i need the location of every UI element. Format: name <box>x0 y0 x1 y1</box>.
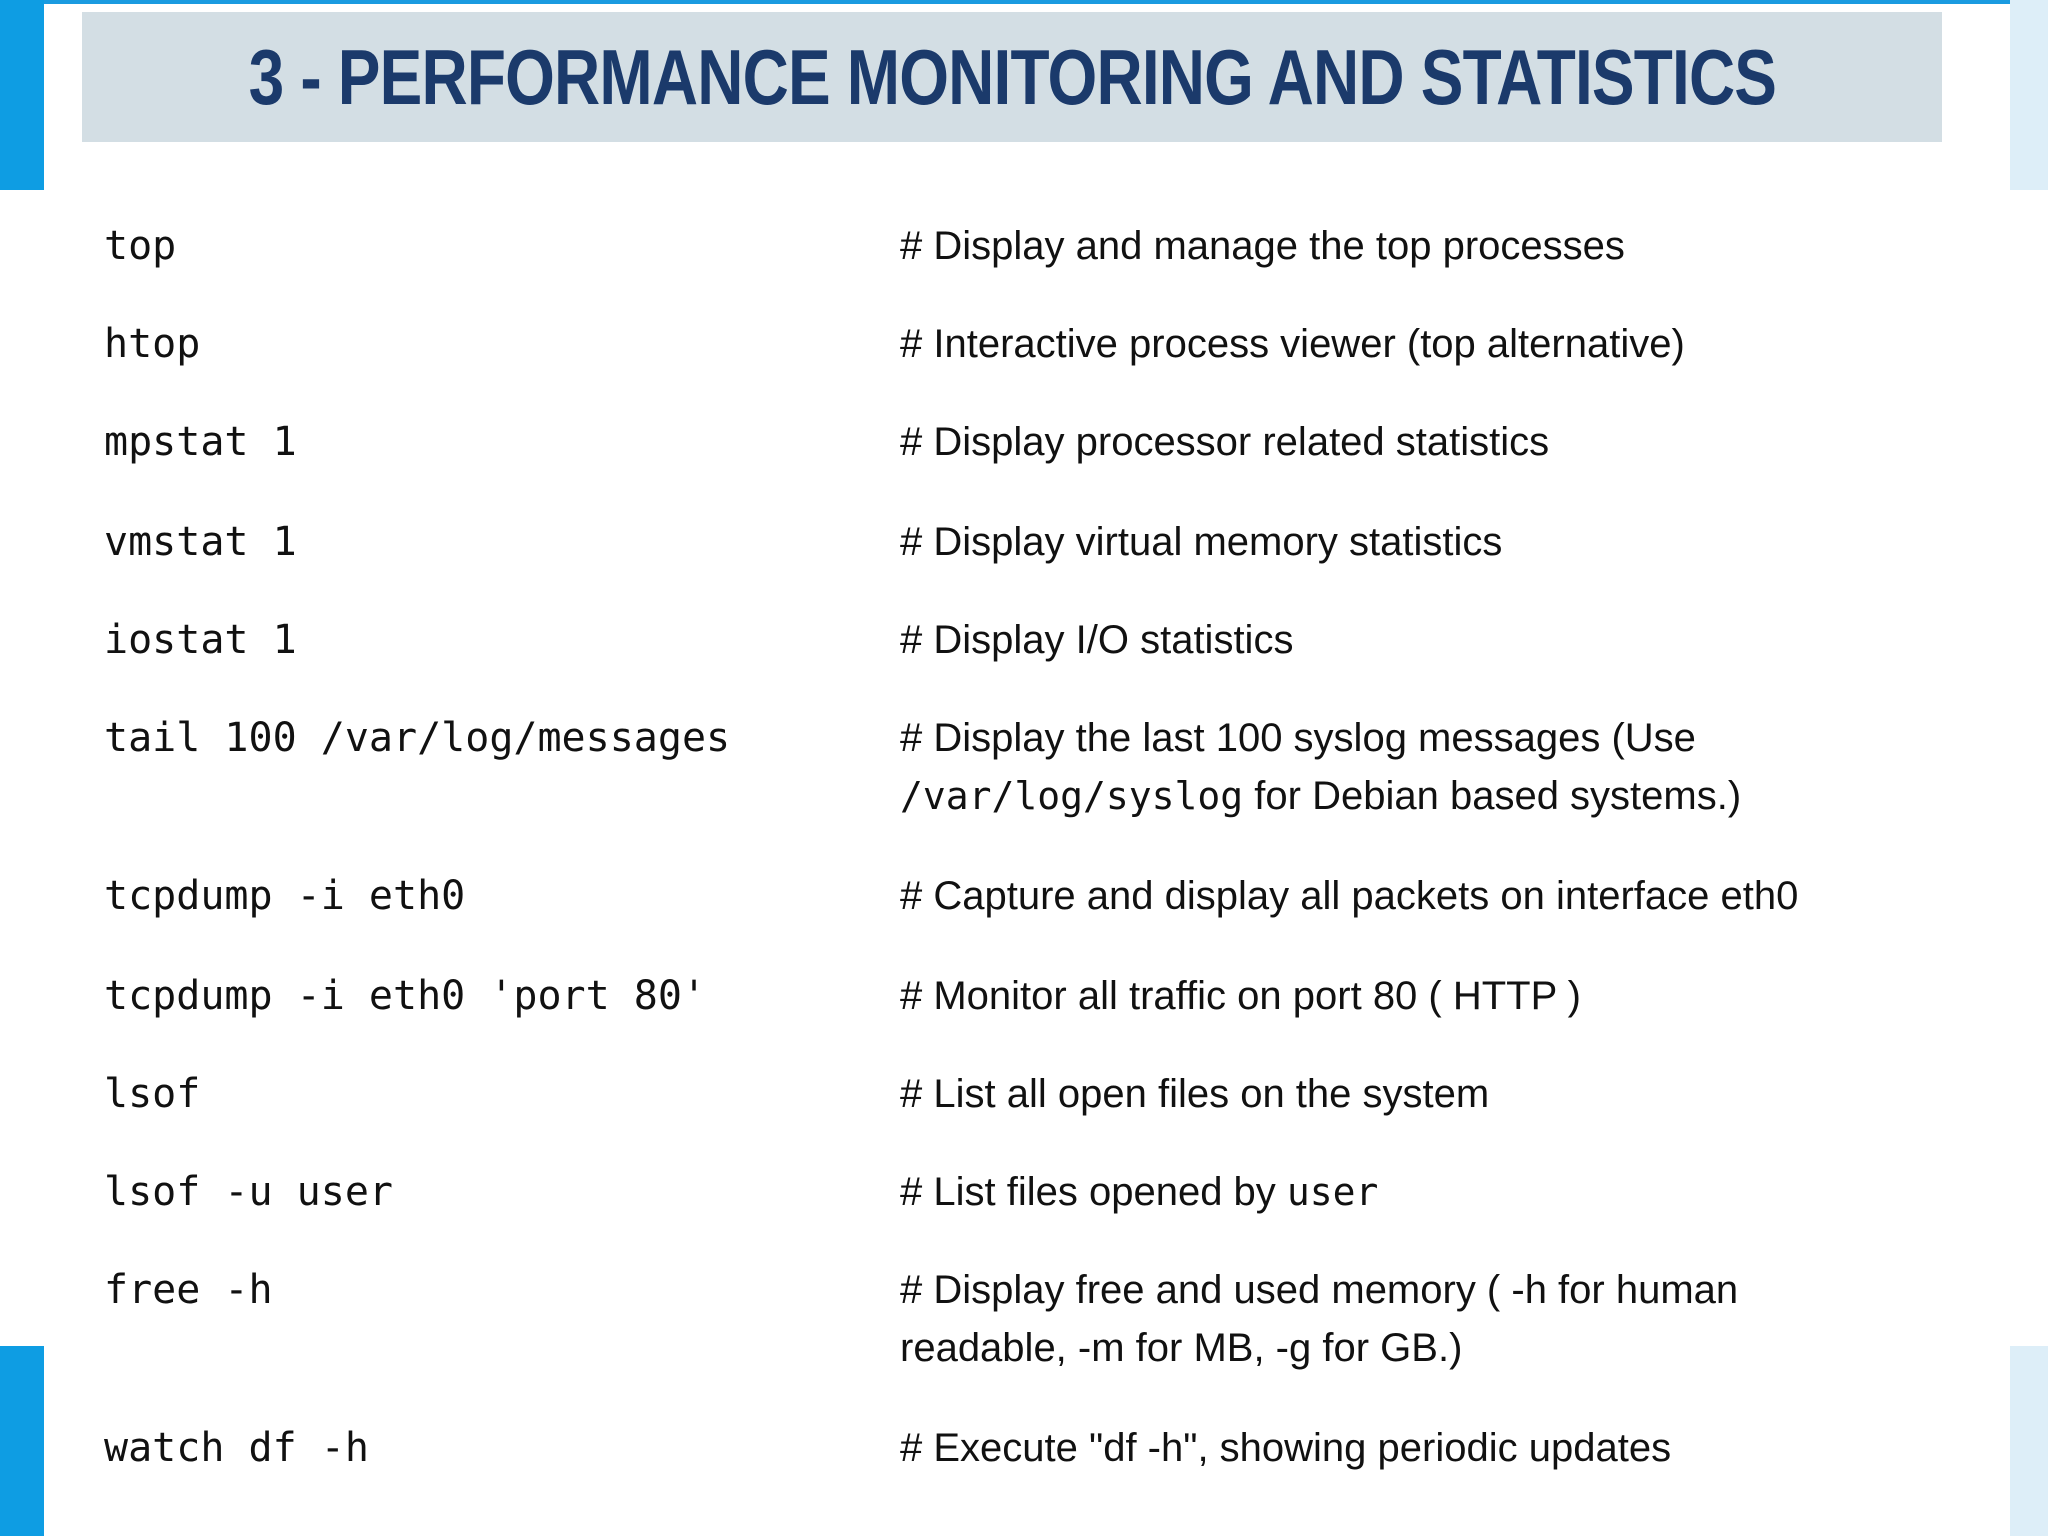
description <box>900 1163 1980 1221</box>
description-code: user <box>1286 1170 1379 1214</box>
description <box>900 1419 1980 1477</box>
description <box>900 1261 1900 1377</box>
command: iostat 1 <box>104 617 297 663</box>
command: watch df -h <box>104 1425 369 1471</box>
description <box>900 709 1980 825</box>
description-text: # Display processor related statistics <box>900 420 1550 464</box>
description-text: # Display virtual memory statistics <box>900 520 1503 564</box>
command: htop <box>104 321 201 367</box>
command: tail 100 /var/log/messages <box>104 715 731 761</box>
command: vmstat 1 <box>104 519 297 565</box>
left-accent-bar-top <box>0 0 44 190</box>
description <box>900 867 1980 925</box>
description <box>900 217 1980 275</box>
description <box>900 611 1980 669</box>
description-text-after: for Debian based systems.) <box>1243 774 1742 818</box>
description-text: # Display the last 100 syslog messages (Use <box>900 716 1696 760</box>
description-code: /var/log/syslog <box>900 774 1244 818</box>
command: top <box>104 223 177 269</box>
description <box>900 1065 1980 1123</box>
left-accent-bar-bottom <box>0 1346 44 1536</box>
description-text: # Capture and display all packets on interface eth0 <box>900 874 1799 918</box>
description <box>900 513 1980 571</box>
description-text: # List files opened by <box>900 1170 1287 1214</box>
right-accent-bar-bottom <box>2010 1346 2048 1536</box>
description <box>900 315 1980 373</box>
command: tcpdump -i eth0 'port 80' <box>104 973 707 1019</box>
command: lsof -u user <box>104 1169 393 1215</box>
command: lsof <box>104 1071 201 1117</box>
title-banner <box>82 12 1942 142</box>
description <box>900 413 1980 471</box>
page-title: 3 - PERFORMANCE MONITORING AND STATISTICS <box>248 32 1776 121</box>
command: free -h <box>104 1267 273 1313</box>
description-text: # Display I/O statistics <box>900 618 1294 662</box>
right-accent-bar-top <box>2010 0 2048 190</box>
description-text: # List all open files on the system <box>900 1072 1490 1116</box>
description-text: # Display free and used memory ( -h for human readable, -m for MB, -g for GB.) <box>900 1268 1739 1370</box>
description-text: # Display and manage the top processes <box>900 224 1625 268</box>
command: tcpdump -i eth0 <box>104 873 466 919</box>
description-text: # Execute "df -h", showing periodic updates <box>900 1426 1672 1470</box>
description <box>900 967 1980 1025</box>
description-text: # Monitor all traffic on port 80 ( HTTP ) <box>900 974 1581 1018</box>
command: mpstat 1 <box>104 419 297 465</box>
top-accent-line <box>0 0 2048 4</box>
description-text: # Interactive process viewer (top alternative) <box>900 322 1685 366</box>
